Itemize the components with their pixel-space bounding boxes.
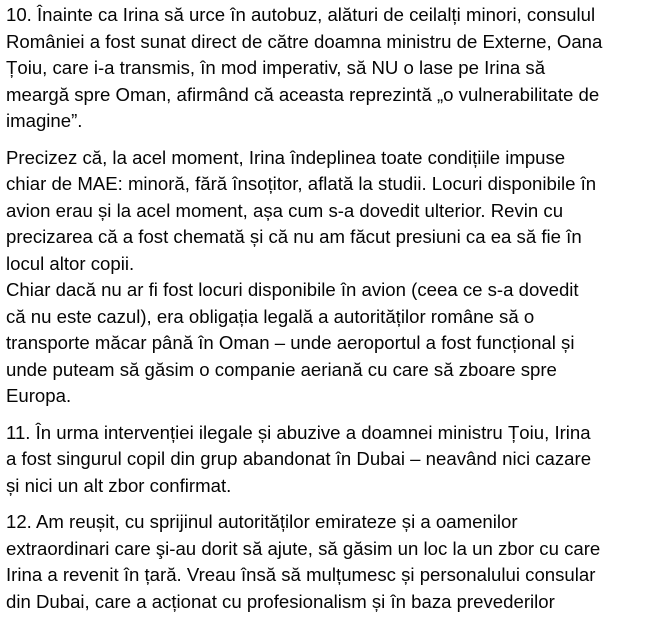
paragraph-10: 10. Înainte ca Irina să urce în autobuz, alături de ceilalți minori, consulul României a fost sunat direct de către doamna ministru de Externe, Oana Țoiu, care i-a transmis, în mod imperativ, să NU o lase pe Irina să meargă spre Oman, afirmând că aceasta reprezintă „o vulnerabilitate de imagine”. xyxy=(6,4,603,131)
paragraph-11: 11. În urma intervenției ilegale și abuzive a doamnei ministru Țoiu, Irina a fost singurul copil din grup abandonat în Dubai – neavând nici cazare și nici un alt zbor confirmat. xyxy=(6,421,592,496)
paragraph-chiar-daca: Chiar dacă nu ar fi fost locuri disponibile în avion (ceea ce s-a dovedit că nu este cazul), era obligația legală a autorităților române să o transporte măcar până în Oman – unde aeroportul a fost funcțional și unde puteam să găsim o companie aeriană cu care să zboare spre Europa. xyxy=(6,279,579,406)
paragraph-12: 12. Am reușit, cu sprijinul autorităților emirateze și a oamenilor extraordinari care şi-au dorit să ajute, să găsim un loc la un zbor cu care Irina a revenit în țară. Vreau însă să mulțumesc și personalului consular din Dubai, care a acționat cu profesionalism și în baza prevederilor xyxy=(6,511,601,612)
post-body xyxy=(6,0,658,615)
paragraph-precizez: Precizez că, la acel moment, Irina îndeplinea toate condițiile impuse chiar de MAE: minoră, fără însoțitor, aflată la studii. Locuri disponibile în avion erau și la acel moment, așa cum s-a dovedit ulterior. Revin cu precizarea că a fost chemată și că nu am făcut presiuni ca ea să fie în locul altor copii. xyxy=(6,146,597,274)
